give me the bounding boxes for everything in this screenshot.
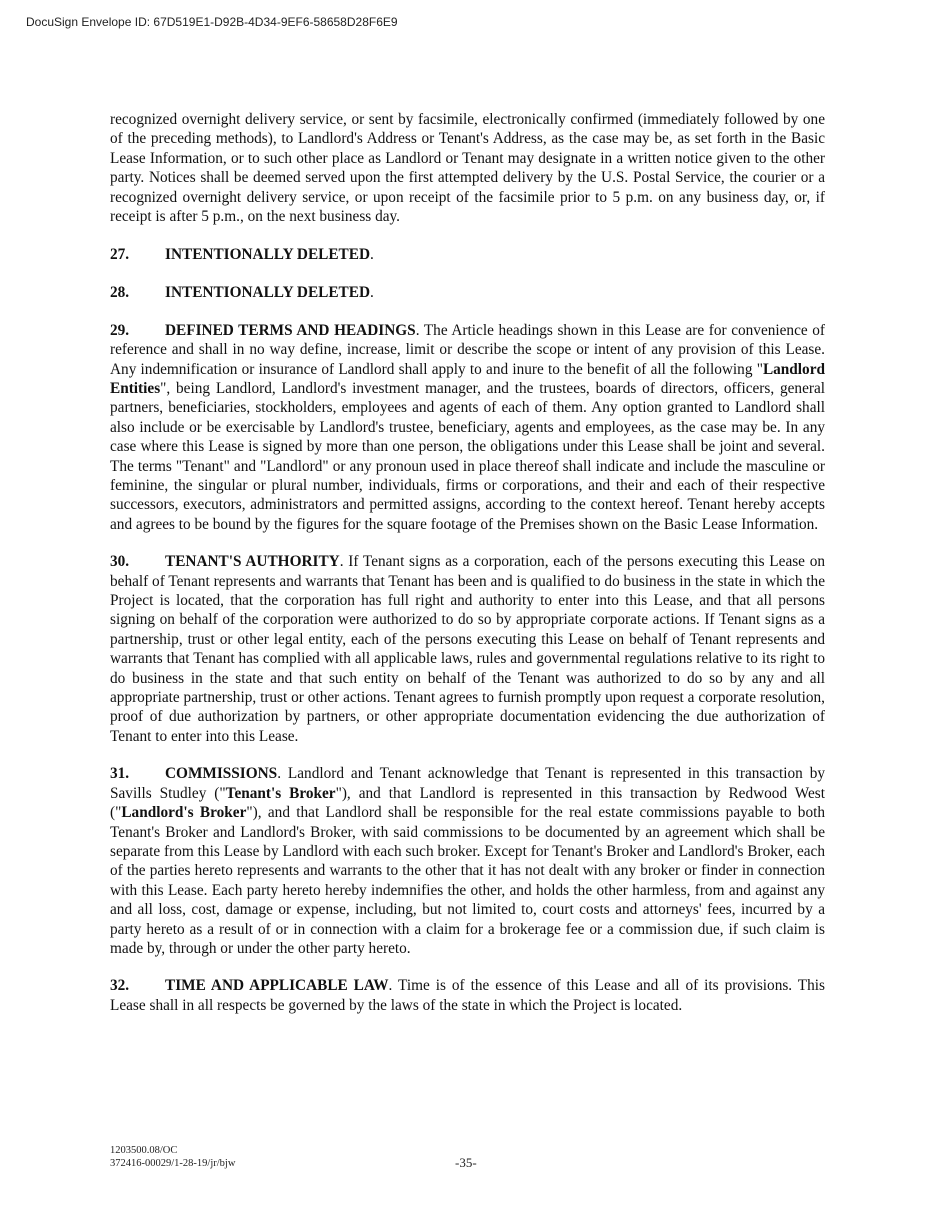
section-suffix: .	[370, 283, 374, 301]
section-31	[110, 764, 825, 958]
defined-term: Landlord Entities	[110, 360, 825, 397]
page-number: -35-	[455, 1155, 477, 1170]
section-28	[110, 283, 825, 302]
footer-doc-id-line2: 372416-00029/1-28-19/jr/bjw	[110, 1157, 236, 1169]
section-number: 28.	[110, 283, 130, 301]
section-30	[110, 552, 825, 746]
section-29	[110, 321, 825, 534]
section-title: TIME AND APPLICABLE LAW	[165, 977, 389, 995]
section-number: 27.	[110, 245, 130, 263]
section-text: . Time is of the essence of this Lease and all of its provisions. This Lease shall in all respects be governed by the laws of the state in which the Project is located.	[110, 977, 825, 1014]
section-number: 30.	[110, 553, 130, 571]
section-title: INTENTIONALLY DELETED	[165, 283, 371, 301]
section-text: ", being Landlord, Landlord's investment manager, and the trustees, boards of directors, officers, general partners, beneficiaries, stockholders, employees and agents of each of them. Any option granted to Landlord shall also include or be exercisable by Landlord's trustee, beneficiary, agents and employees, as the case may be. In any case where this Lease is signed by more than one person, the obligations under this Lease shall be joint and several. The terms "Tenant" and "Landlord" or any pronoun used in place thereof shall indicate and include the masculine or feminine, the singular or plural number, individuals, firms or corporations, and their and each of their respective successors, executors, administrators and permitted assigns, according to the context hereof. Tenant hereby accepts and agrees to be bound by the figures for the square footage of the Premises shown on the Basic Lease Information.	[110, 379, 825, 533]
section-27	[110, 245, 825, 264]
section-title: INTENTIONALLY DELETED	[165, 245, 371, 263]
section-32	[110, 976, 825, 1015]
defined-term: Landlord's Broker	[121, 804, 247, 822]
footer-doc-id-line1: 1203500.08/OC	[110, 1145, 178, 1156]
section-suffix: .	[370, 245, 374, 263]
section-text: . Landlord and Tenant acknowledge that Tenant is represented in this transaction by Savills Studley ("	[110, 765, 825, 802]
section-text: "), and that Landlord is represented in this transaction by Redwood West ("	[110, 784, 825, 822]
section-title: TENANT'S AUTHORITY	[165, 553, 340, 571]
section-text: . The Article headings shown in this Lease are for convenience of reference and shall in no way define, increase, limit or describe the scope or intent of any provision of this Lease. Any indemnification or insurance of Landlord shall apply to and inure to the benefit of all the following "	[110, 321, 825, 378]
section-number: 29.	[110, 321, 130, 339]
section-number: 32.	[110, 977, 130, 995]
defined-term: Tenant's Broker	[225, 784, 336, 802]
section-text: "), and that Landlord shall be responsible for the real estate commissions payable to both Tenant's Broker and Landlord's Broker, with said commissions to be documented by an agreement which shall be separate from this Lease by Landlord with each such broker. Except for Tenant's Broker and Landlord's Broker, each of the parties hereto represents and warrants to the other that it has not dealt with any broker or finder in connection with this Lease. Each party hereto hereby indemnifies the other, and holds the other harmless, from and against any and all loss, cost, damage or expense, including, but not limited to, court costs and attorneys' fees, incurred by a party hereto as a result of or in connection with a claim for a brokerage fee or a commission due, if such claim is made by, through or under the other party hereto.	[110, 804, 825, 957]
section-number: 31.	[110, 765, 130, 783]
section-title: DEFINED TERMS AND HEADINGS	[165, 321, 416, 339]
docusign-envelope-id: DocuSign Envelope ID: 67D519E1-D92B-4D34-9EF6-58658D28F6E9	[26, 15, 398, 29]
footer-document-id	[110, 1145, 235, 1170]
document-body	[110, 110, 825, 1033]
section-text: . If Tenant signs as a corporation, each of the persons executing this Lease on behalf of Tenant represents and warrants that Tenant has been and is qualified to do business in the state in which the Project is located, that the corporation has full right and authority to enter into this Lease, and that all persons signing on behalf of the corporation were authorized to do so by appropriate corporate actions. If Tenant signs as a partnership, trust or other legal entity, each of the persons executing this Lease on behalf of Tenant represents and warrants that Tenant has complied with all applicable laws, rules and governmental regulations relative to its right to do business in the state and that such entity on behalf of the Tenant was authorized to do so by any and all appropriate partnership, trust or other actions. Tenant agrees to furnish promptly upon request a corporate resolution, proof of due authorization by partners, or other appropriate documentation evidencing the due authorization of Tenant to enter into this Lease.	[110, 553, 825, 745]
continuation-paragraph: recognized overnight delivery service, or sent by facsimile, electronically confirmed (immediately followed by one of the preceding methods), to Landlord's Address or Tenant's Address, as the case may be, as set forth in the Basic Lease Information, or to such other place as Landlord or Tenant may designate in a written notice given to the other party. Notices shall be deemed served upon the first attempted delivery by the U.S. Postal Service, the courier or a recognized overnight delivery service, or upon receipt of the facsimile prior to 5 p.m. on any business day, or, if receipt is after 5 p.m., on the next business day.	[110, 111, 825, 226]
section-title: COMMISSIONS	[165, 765, 278, 783]
